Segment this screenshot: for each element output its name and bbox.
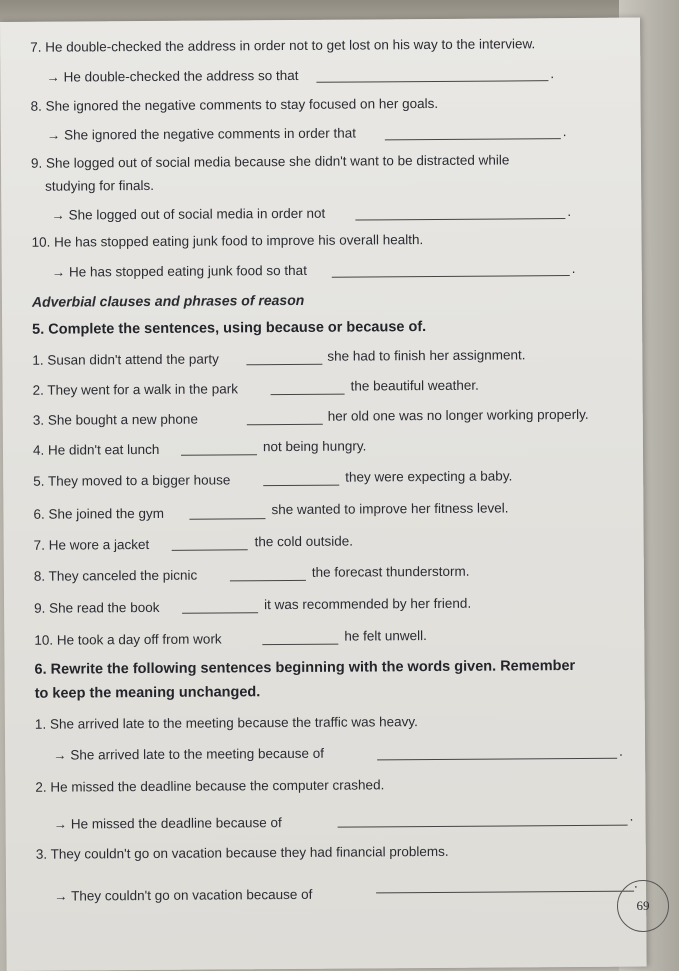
answer-blank[interactable] <box>263 485 339 487</box>
ex5-item-7-right: the cold outside. <box>254 533 354 550</box>
ex6-item-3-answer-start: → They couldn't go on vacation because of <box>54 886 313 904</box>
ex6-item-2-question: 2. He missed the deadline because the computer crashed. <box>35 777 385 795</box>
ex5-item-4-left: 4. He didn't eat lunch <box>32 441 160 458</box>
ex5-item-1-right: she had to finish her assignment. <box>327 347 526 364</box>
answer-blank[interactable] <box>377 758 617 761</box>
answer-blank[interactable] <box>181 454 257 456</box>
period: . <box>571 260 576 277</box>
answer-blank[interactable] <box>355 218 565 220</box>
ex5-item-5-right: they were expecting a baby. <box>345 468 513 485</box>
ex5-item-6-left: 6. She joined the gym <box>33 505 165 522</box>
ex5-item-3-left: 3. She bought a new phone <box>32 411 198 428</box>
answer-blank[interactable] <box>246 364 322 366</box>
answer-blank[interactable] <box>332 275 570 278</box>
answer-blank[interactable] <box>316 80 548 83</box>
answer-blank[interactable] <box>338 825 628 828</box>
ex-prev-a8: → She ignored the negative comments in order that <box>46 125 357 143</box>
period: . <box>629 808 634 824</box>
period: . <box>619 743 623 759</box>
ex5-item-9-left: 9. She read the book <box>34 599 160 616</box>
ex-prev-a10: → He has stopped eating junk food so that <box>51 262 307 280</box>
ex5-item-3-right: her old one was no longer working properly. <box>327 406 589 424</box>
section-title: Adverbial clauses and phrases of reason <box>31 291 305 310</box>
ex5-item-2-left: 2. They went for a walk in the park <box>32 381 238 398</box>
ex6-item-2-answer-start: → He missed the deadline because of <box>53 815 282 832</box>
ex-prev-a9: → She logged out of social media in order not <box>51 205 326 223</box>
ex5-item-5-left: 5. They moved to a bigger house <box>33 472 231 489</box>
period: . <box>550 66 555 82</box>
ex6-item-3-question: 3. They couldn't go on vacation because they had financial problems. <box>35 843 449 862</box>
answer-blank[interactable] <box>385 138 561 140</box>
exercise-6-title-line1: 6. Rewrite the following sentences beginning with the words given. Remember <box>34 658 576 678</box>
ex5-item-10-right: he felt unwell. <box>344 628 427 644</box>
ex5-item-9-right: it was recommended by her friend. <box>264 595 472 613</box>
exercise-5-title: 5. Complete the sentences, using because or because of. <box>32 319 427 338</box>
ex6-item-1-answer-start: → She arrived late to the meeting because of <box>53 745 325 763</box>
ex5-item-1-left: 1. Susan didn't attend the party <box>32 351 219 368</box>
answer-blank[interactable] <box>182 612 258 614</box>
worksheet-page <box>0 18 647 971</box>
ex-prev-q9-line1: 9. She logged out of social media because she didn't want to be distracted while <box>30 152 510 171</box>
ex-prev-q9-line2: studying for finals. <box>45 177 155 194</box>
exercise-6-title-line2: to keep the meaning unchanged. <box>34 684 261 702</box>
page-number: 69 <box>617 880 669 932</box>
ex5-item-8-right: the forecast thunderstorm. <box>311 563 470 580</box>
ex5-item-4-right: not being hungry. <box>262 438 367 455</box>
period: . <box>562 124 567 140</box>
ex5-item-10-left: 10. He took a day off from work <box>34 631 222 648</box>
ex5-item-8-left: 8. They canceled the picnic <box>33 567 198 584</box>
ex-prev-q10: 10. He has stopped eating junk food to improve his overall health. <box>31 232 424 250</box>
ex6-item-1-question: 1. She arrived late to the meeting because the traffic was heavy. <box>34 714 418 732</box>
period: . <box>633 875 638 891</box>
answer-blank[interactable] <box>271 394 345 396</box>
ex-prev-a7: → He double-checked the address so that <box>46 67 299 85</box>
answer-blank[interactable] <box>376 891 634 894</box>
ex5-item-2-right: the beautiful weather. <box>350 377 479 394</box>
ex5-item-7-left: 7. He wore a jacket <box>33 536 150 553</box>
ex5-item-6-right: she wanted to improve her fitness level. <box>271 500 509 518</box>
ex-prev-q7: 7. He double-checked the address in order not to get lost on his way to the interview. <box>30 36 536 55</box>
period: . <box>567 204 572 220</box>
answer-blank[interactable] <box>247 424 323 426</box>
ex-prev-q8: 8. She ignored the negative comments to stay focused on her goals. <box>30 95 439 114</box>
answer-blank[interactable] <box>189 518 265 520</box>
answer-blank[interactable] <box>262 644 338 646</box>
answer-blank[interactable] <box>230 580 306 582</box>
answer-blank[interactable] <box>172 549 248 551</box>
